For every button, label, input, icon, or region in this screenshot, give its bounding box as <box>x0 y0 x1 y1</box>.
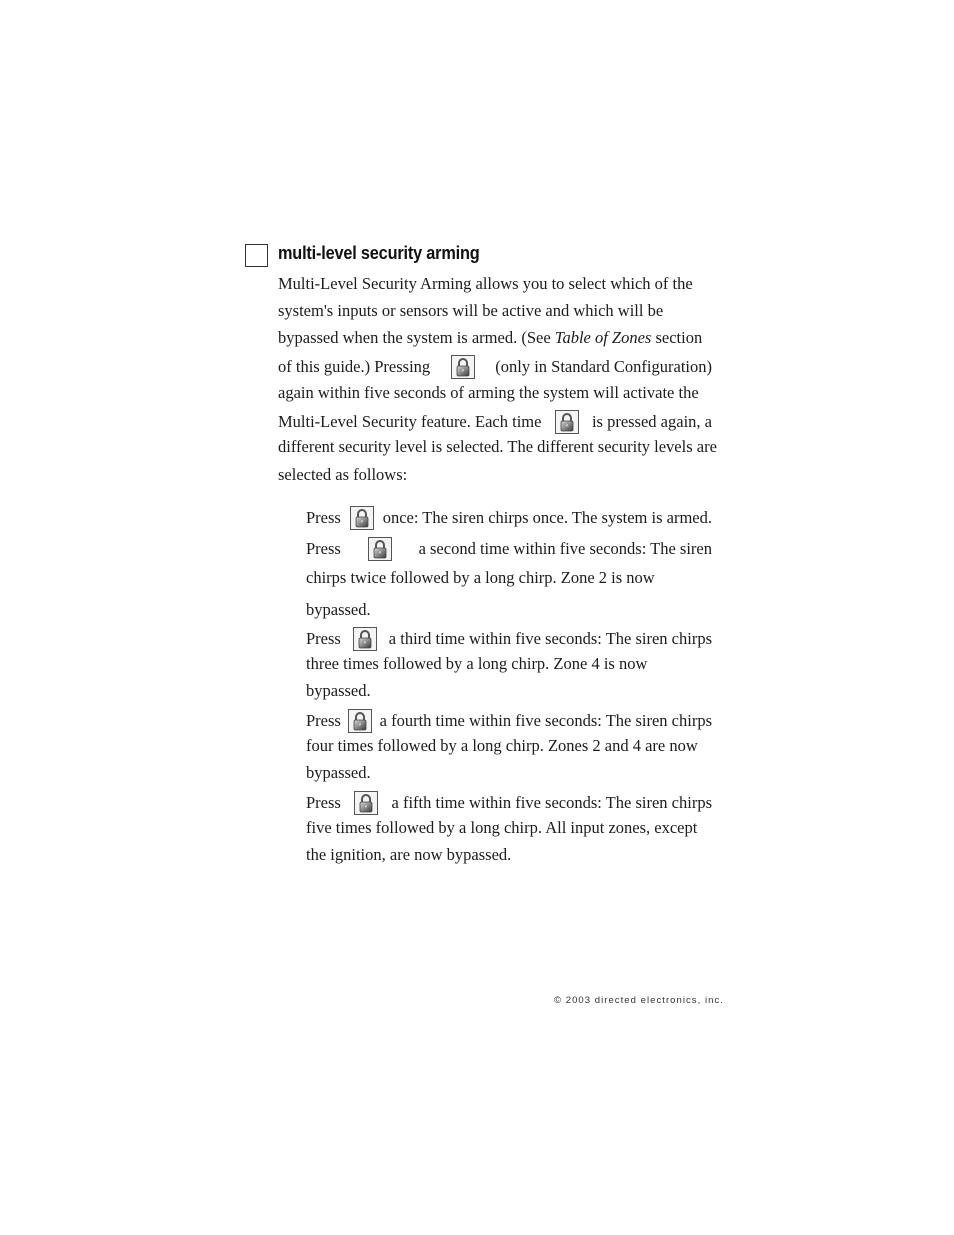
level-2-line-1 <box>306 537 712 561</box>
press-label: Press <box>306 711 341 730</box>
level-text: a second time within five seconds: The siren <box>418 539 712 558</box>
level-4-line-2 <box>306 736 712 756</box>
intro-text: again within five seconds of arming the system will activate the <box>278 383 699 402</box>
level-text: bypassed. <box>306 763 371 782</box>
intro-line-6 <box>278 410 712 434</box>
level-text: once: The siren chirps once. The system is armed. <box>382 508 712 527</box>
section-title: multi-level security arming <box>278 242 480 263</box>
level-text: chirps twice followed by a long chirp. Zone 2 is now <box>306 568 655 587</box>
intro-text: selected as follows: <box>278 465 408 484</box>
level-text: bypassed. <box>306 681 371 700</box>
padlock-icon <box>354 791 378 815</box>
padlock-icon <box>353 627 377 651</box>
press-label: Press <box>306 793 341 812</box>
press-label: Press <box>306 629 341 648</box>
level-4-line-1 <box>306 709 712 733</box>
intro-text: (only in Standard Configuration) <box>495 357 712 376</box>
level-2-line-2 <box>306 568 712 588</box>
section-checkbox <box>245 244 268 267</box>
level-5-line-2 <box>306 818 712 838</box>
level-text: the ignition, are now bypassed. <box>306 845 512 864</box>
intro-text: system's inputs or sensors will be active and which will be <box>278 301 664 320</box>
level-5-line-3 <box>306 845 712 865</box>
intro-text: different security level is selected. The different security levels are <box>278 437 717 456</box>
level-text: a fifth time within five seconds: The siren chirps <box>391 793 712 812</box>
level-text: a third time within five seconds: The siren chirps <box>388 629 712 648</box>
intro-text: of this guide.) Pressing <box>278 357 431 376</box>
level-text: four times followed by a long chirp. Zones 2 and 4 are now <box>306 736 698 755</box>
press-label: Press <box>306 539 341 558</box>
intro-text: is pressed again, a <box>591 412 712 431</box>
level-4-line-3 <box>306 763 712 783</box>
intro-line-2 <box>278 301 712 321</box>
padlock-icon <box>350 506 374 530</box>
intro-line-4 <box>278 355 712 379</box>
intro-text: section <box>651 328 703 347</box>
level-3-line-2 <box>306 654 712 674</box>
intro-line-7 <box>278 437 717 457</box>
padlock-icon <box>368 537 392 561</box>
intro-text: Multi-Level Security feature. Each time <box>278 412 542 431</box>
padlock-icon <box>348 709 372 733</box>
intro-line-5 <box>278 383 712 403</box>
intro-line-8 <box>278 465 712 485</box>
level-3-line-1 <box>306 627 712 651</box>
padlock-icon <box>555 410 579 434</box>
press-label: Press <box>306 508 341 527</box>
intro-line-1 <box>278 274 712 294</box>
intro-text: Multi-Level Security Arming allows you to select which of the <box>278 274 693 293</box>
intro-text: bypassed when the system is armed. (See <box>278 328 555 347</box>
level-2-line-3 <box>306 600 712 620</box>
level-text: a fourth time within five seconds: The siren chirps <box>379 711 712 730</box>
table-of-zones-reference: Table of Zones <box>554 328 652 347</box>
level-text: five times followed by a long chirp. All input zones, except <box>306 818 698 837</box>
level-text: bypassed. <box>306 600 371 619</box>
level-text: three times followed by a long chirp. Zone 4 is now <box>306 654 648 673</box>
padlock-icon <box>451 355 475 379</box>
copyright-footer: © 2003 directed electronics, inc. <box>554 995 724 1006</box>
level-1-line-1 <box>306 506 712 530</box>
level-3-line-3 <box>306 681 712 701</box>
level-5-line-1 <box>306 791 712 815</box>
intro-line-3 <box>278 328 712 348</box>
